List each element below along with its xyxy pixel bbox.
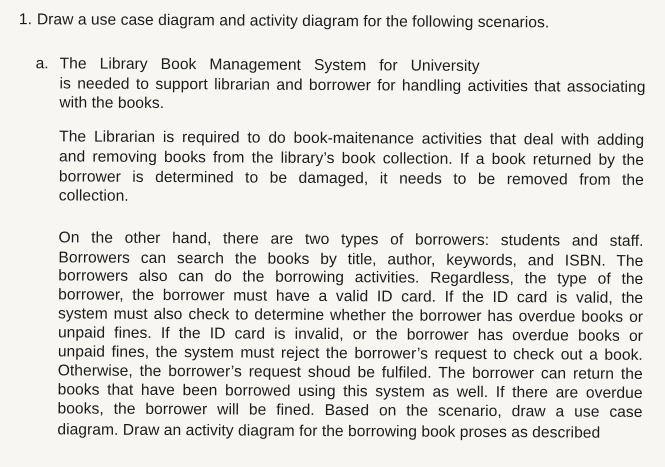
paragraph1-line: and removing books from the library’s book collection. If a book returned by the xyxy=(58,148,645,169)
paragraph2-line: system must also check to determine whether the borrower has overdue books or xyxy=(58,305,644,326)
question-number: 1. xyxy=(18,11,33,29)
question-heading: Draw a use case diagram and activity diagram for the following scenarios. xyxy=(36,11,550,32)
intro-line: The Library Book Management System for University xyxy=(59,55,480,75)
paragraph2-line: unpaid fines, the system must reject the borrower’s request to check out a book. xyxy=(57,343,643,364)
paragraph1-line: The Librarian is required to do book-maitenance activities that deal with adding xyxy=(59,128,645,149)
paragraph2-line: borrowers also can do the borrowing activities. Regardless, the type of the xyxy=(58,267,644,288)
paragraph2-line: Borrowers can search the books by title, author, keywords, and ISBN. The xyxy=(58,249,644,270)
paragraph1-line: borrower is determined to be damaged, it needs to be removed from the xyxy=(58,168,644,189)
paragraph2-line: diagram. Draw an activity diagram for the borrowing book proses as described xyxy=(57,421,601,442)
paragraph2-line: unpaid fines. If the ID card is invalid, or the borrower has overdue books or xyxy=(57,324,644,345)
paragraph2-line: books, the borrower will be fined. Based on the scenario, draw a use case xyxy=(57,400,643,421)
paragraph2-line: borrower, the borrower must have a valid ID card. If the ID card is valid, the xyxy=(58,286,644,307)
paragraph2-line: books that have been borrowed using this system as well. If there are overdue xyxy=(57,381,643,402)
intro-line: with the books. xyxy=(59,94,165,113)
paragraph1-line: collection. xyxy=(58,187,129,205)
item-label: a. xyxy=(35,55,49,73)
intro-line: is needed to support librarian and borrower for handling activities that associating xyxy=(59,75,646,96)
paragraph2-line: On the other hand, there are two types of borrowers: students and staff. xyxy=(58,229,644,250)
paragraph2-line: Otherwise, the borrower’s request shoud be fulfiled. The borrower can return the xyxy=(57,362,643,383)
